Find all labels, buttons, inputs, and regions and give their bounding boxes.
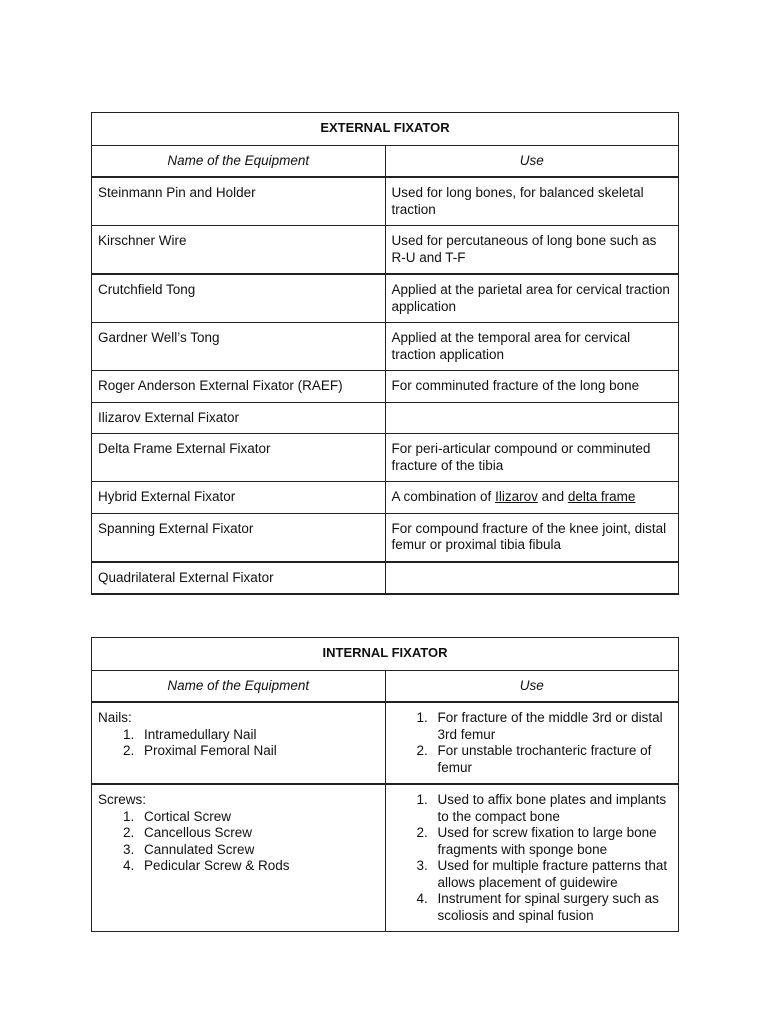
list-item: 1. For fracture of the middle 3rd or distal 3rd femur <box>432 710 673 743</box>
internal-fixator-table <box>91 637 679 932</box>
column-header-use: Use <box>385 670 679 702</box>
equipment-name: Gardner Well’s Tong <box>92 323 386 371</box>
equipment-use: Applied at the temporal area for cervical traction application <box>385 323 679 371</box>
equipment-name: Crutchfield Tong <box>92 274 386 323</box>
nails-list <box>98 727 379 760</box>
internal-fixator-title: INTERNAL FIXATOR <box>92 638 679 671</box>
list-item: 4. Pedicular Screw & Rods <box>138 858 379 875</box>
table-row <box>92 784 679 932</box>
list-item: 1. Used to affix bone plates and implants to the compact bone <box>432 792 673 825</box>
list-item: 2. Cancellous Screw <box>138 825 379 842</box>
equipment-name: Steinmann Pin and Holder <box>92 177 386 226</box>
column-header-use: Use <box>385 145 679 177</box>
list-item: 4. Instrument for spinal surgery such as scoliosis and spinal fusion <box>432 891 673 924</box>
equipment-use <box>385 402 679 434</box>
equipment-use: For comminuted fracture of the long bone <box>385 371 679 403</box>
equipment-name: Kirschner Wire <box>92 226 386 275</box>
screws-uses-cell <box>385 784 679 932</box>
table-row <box>92 702 679 784</box>
list-item: 3. Used for multiple fracture patterns that allows placement of guidewire <box>432 858 673 891</box>
screws-label: Screws: <box>98 792 147 807</box>
table-row <box>92 562 679 595</box>
equipment-name: Roger Anderson External Fixator (RAEF) <box>92 371 386 403</box>
table-row <box>92 482 679 514</box>
equipment-use: Used for percutaneous of long bone such as R-U and T-F <box>385 226 679 275</box>
list-item: 2. Used for screw fixation to large bone fragments with sponge bone <box>432 825 673 858</box>
equipment-use: For compound fracture of the knee joint, distal femur or proximal tibia fibula <box>385 513 679 562</box>
table-row <box>92 323 679 371</box>
use-text: A combination of <box>391 489 496 504</box>
table-row <box>92 371 679 403</box>
equipment-use <box>385 562 679 595</box>
table-row <box>92 274 679 323</box>
equipment-name: Hybrid External Fixator <box>92 482 386 514</box>
list-item: 1. Cortical Screw <box>138 809 379 826</box>
ilizarov-link[interactable]: Ilizarov <box>495 489 538 504</box>
table-row <box>92 434 679 482</box>
screws-cell <box>92 784 386 932</box>
external-fixator-table <box>91 112 679 595</box>
equipment-name: Ilizarov External Fixator <box>92 402 386 434</box>
table-row <box>92 177 679 226</box>
nails-cell <box>92 702 386 784</box>
column-header-name: Name of the Equipment <box>92 670 386 702</box>
list-item: 2. Proximal Femoral Nail <box>138 743 379 760</box>
screws-list <box>98 809 379 875</box>
list-item: 1. Intramedullary Nail <box>138 727 379 744</box>
list-item: 3. Cannulated Screw <box>138 842 379 859</box>
equipment-name: Delta Frame External Fixator <box>92 434 386 482</box>
table-row <box>92 226 679 275</box>
nails-uses-cell <box>385 702 679 784</box>
external-fixator-title: EXTERNAL FIXATOR <box>92 113 679 146</box>
table-row <box>92 513 679 562</box>
equipment-name: Quadrilateral External Fixator <box>92 562 386 595</box>
table-row <box>92 402 679 434</box>
delta-frame-link[interactable]: delta frame <box>567 489 636 504</box>
screws-uses-list <box>392 792 673 924</box>
equipment-use <box>385 482 679 514</box>
use-text: and <box>537 489 568 504</box>
list-item: 2. For unstable trochanteric fracture of femur <box>432 743 673 776</box>
equipment-use: For peri-articular compound or comminuted fracture of the tibia <box>385 434 679 482</box>
nails-uses-list <box>392 710 673 776</box>
nails-label: Nails: <box>98 710 132 725</box>
equipment-use: Used for long bones, for balanced skeletal traction <box>385 177 679 226</box>
equipment-name: Spanning External Fixator <box>92 513 386 562</box>
equipment-use: Applied at the parietal area for cervical traction application <box>385 274 679 323</box>
column-header-name: Name of the Equipment <box>92 145 386 177</box>
